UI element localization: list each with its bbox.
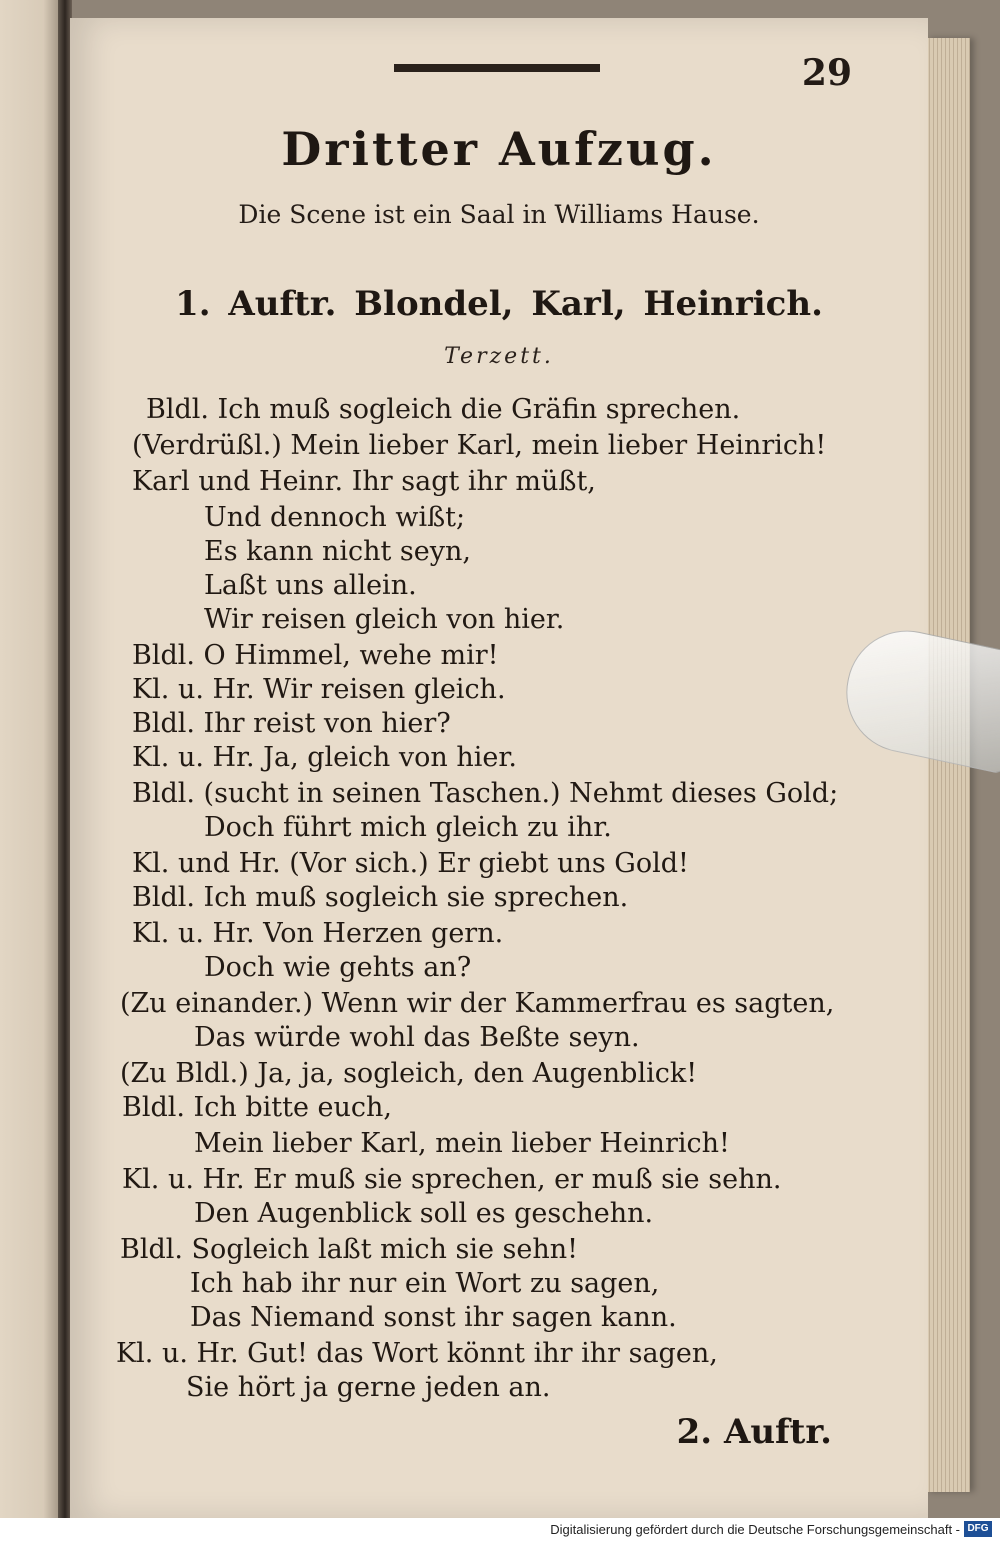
text-line: Kl. u. Hr. Ja, gleich von hier. [132,742,517,773]
text-line: (Zu einander.) Wenn wir der Kammerfrau es sagten, [120,988,835,1019]
scene-heading: 1. Auftr. Blondel, Karl, Heinrich. [175,284,823,324]
text-line: Mein lieber Karl, mein lieber Heinrich! [194,1128,730,1159]
act-title: Dritter Aufzug. [281,122,717,176]
scene-description: Die Scene ist ein Saal in Williams Hause. [238,200,760,229]
text-line: Bldl. Ich bitte euch, [122,1092,392,1123]
text-line: Kl. u. Hr. Gut! das Wort könnt ihr ihr sagen, [116,1338,718,1369]
text-line: Bldl. Ihr reist von hier? [132,708,451,739]
text-line: Doch wie gehts an? [204,952,472,983]
text-line: Kl. u. Hr. Wir reisen gleich. [132,674,506,705]
terzett-heading: Terzett. [444,344,554,369]
text-line: Das Niemand sonst ihr sagen kann. [190,1302,677,1333]
text-line: Sie hört ja gerne jeden an. [186,1372,551,1403]
text-line: Und dennoch wißt; [204,502,466,533]
text-line: Doch führt mich gleich zu ihr. [204,812,612,843]
text-line: Den Augenblick soll es geschehn. [194,1198,654,1229]
text-line: Bldl. Ich muß sogleich sie sprechen. [132,882,629,913]
text-line: Bldl. Ich muß sogleich die Gräfin sprechen. [146,394,741,425]
text-line: (Zu Bldl.) Ja, ja, sogleich, den Augenblick! [120,1058,698,1089]
text-line: Das würde wohl das Beßte seyn. [194,1022,640,1053]
text-line: Kl. u. Hr. Von Herzen gern. [132,918,504,949]
text-line: (Verdrüßl.) Mein lieber Karl, mein lieber Heinrich! [132,430,827,461]
text-line: Karl und Heinr. Ihr sagt ihr müßt, [132,466,596,497]
page-number: 29 [801,52,852,94]
text-line: Es kann nicht seyn, [204,536,471,567]
catchword: 2. Auftr. [676,1412,832,1452]
text-line: Bldl. (sucht in seinen Taschen.) Nehmt dieses Gold; [132,778,839,809]
text-line: Laßt uns allein. [204,570,417,601]
text-line: Kl. und Hr. (Vor sich.) Er giebt uns Gold! [132,848,689,879]
text-line: Wir reisen gleich von hier. [204,604,565,635]
footer-credit: Digitalisierung gefördert durch die Deutsche Forschungsgemeinschaft - [550,1522,960,1537]
text-line: Kl. u. Hr. Er muß sie sprechen, er muß sie sehn. [122,1164,782,1195]
text-line: Bldl. Sogleich laßt mich sie sehn! [120,1234,578,1265]
footer-bar [0,1518,1000,1542]
text-line: Ich hab ihr nur ein Wort zu sagen, [190,1268,660,1299]
text-line: Bldl. O Himmel, wehe mir! [132,640,499,671]
dfg-logo: DFG [964,1521,992,1537]
